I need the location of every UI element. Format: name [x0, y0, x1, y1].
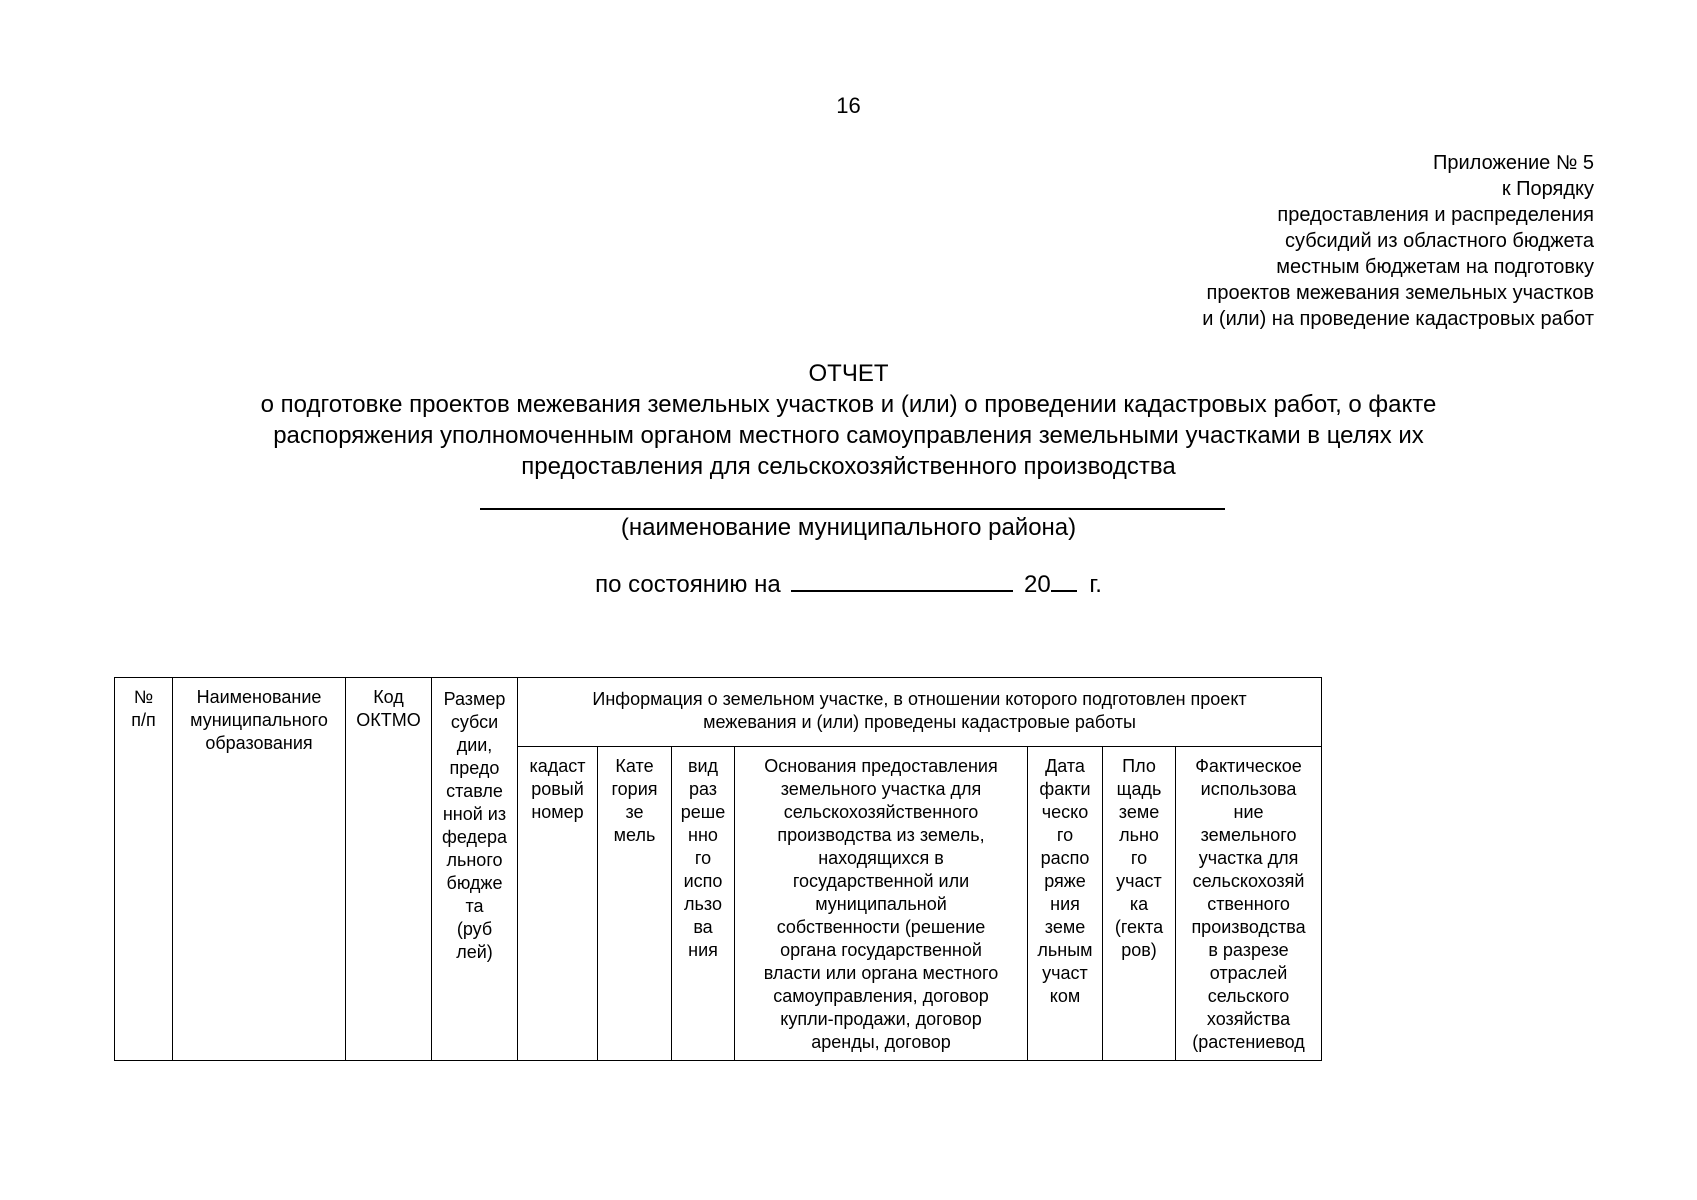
column-header-number: № п/п — [115, 678, 173, 1061]
column-header-land-category: Кате гория зе мель — [598, 747, 672, 1061]
appendix-line: субсидий из областного бюджета — [1284, 230, 1594, 252]
year-blank — [1051, 568, 1077, 592]
column-header-grounds: Основания предоставления земельного участка для сельскохозяйственного производства из земель, находящихся в государственной или муниципальной собственности (решение органа государственной власти или органа местного самоуправления, договор купли-продажи, договор аренды, договор — [735, 747, 1028, 1061]
appendix-line: предоставления и распределения — [1277, 204, 1594, 226]
report-heading: ОТЧЕТ — [808, 360, 889, 387]
municipality-name-blank — [480, 508, 1225, 510]
report-subtitle-line: о подготовке проектов межевания земельных участков и (или) о проведении кадастровых работ, о факте — [260, 391, 1437, 418]
appendix-note — [1074, 150, 1594, 332]
report-table — [114, 677, 1322, 1061]
table-header-row — [115, 678, 1322, 747]
year-suffix: г. — [1089, 571, 1102, 598]
appendix-line: Приложение № 5 — [1433, 152, 1594, 174]
appendix-line: и (или) на проведение кадастровых работ — [1202, 308, 1594, 330]
municipality-caption: (наименование муниципального района) — [620, 514, 1077, 541]
column-header-permitted-use: вид раз реше нно го испо льзо ва ния — [672, 747, 735, 1061]
page-number: 16 — [836, 93, 861, 118]
as-of-prefix: по состоянию на — [595, 571, 781, 598]
column-header-area: Пло щадь земе льно го участ ка (гекта ров) — [1103, 747, 1176, 1061]
report-subtitle-line: предоставления для сельскохозяйственного производства — [521, 453, 1176, 480]
appendix-line: местным бюджетам на подготовку — [1276, 256, 1594, 278]
appendix-line: к Порядку — [1501, 178, 1594, 200]
column-header-cadastral-number: кадаст ровый номер — [518, 747, 598, 1061]
column-header-actual-use: Фактическое использова ние земельного участка для сельскохозяй ственного производства в разрезе отраслей сельского хозяйства (растениевод — [1176, 747, 1322, 1061]
column-header-subsidy: Размер субси дии, предо ставле нной из федера льного бюдже та (руб лей) — [432, 678, 518, 1061]
as-of-date-line — [0, 568, 1697, 601]
year-prefix: 20 — [1024, 571, 1051, 598]
column-header-oktmo: Код ОКТМО — [346, 678, 432, 1061]
report-subtitle-line: распоряжения уполномоченным органом местного самоуправления земельными участками в целях их — [273, 422, 1424, 449]
column-group-header-land-info: Информация о земельном участке, в отношении которого подготовлен проект межевания и (или) проведены кадастровые работы — [518, 678, 1322, 747]
column-header-disposal-date: Дата факти ческо го распо ряже ния земе льным участ ком — [1028, 747, 1103, 1061]
appendix-line: проектов межевания земельных участков — [1206, 282, 1594, 304]
report-title — [0, 358, 1697, 482]
date-blank — [791, 568, 1013, 592]
column-header-municipality: Наименование муниципального образования — [173, 678, 346, 1061]
